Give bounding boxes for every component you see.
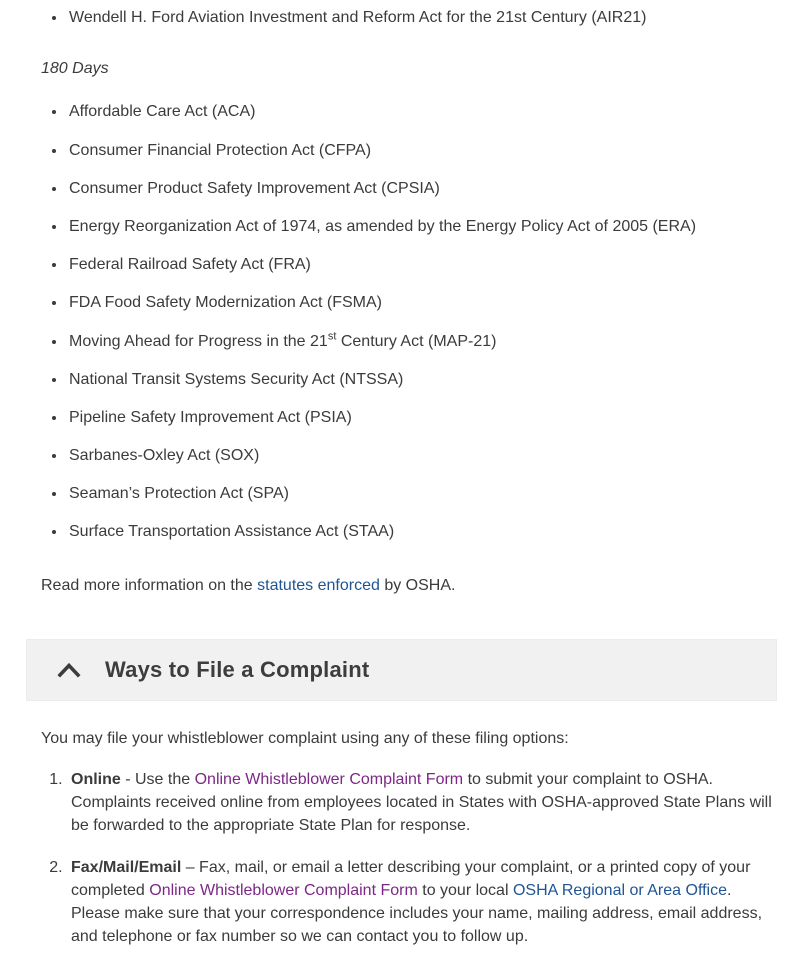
map21-text-post: Century Act (MAP-21) bbox=[336, 332, 497, 350]
deadline-heading-180-days: 180 Days bbox=[41, 60, 109, 78]
list-item: • Federal Railroad Safety Act (FRA) bbox=[67, 253, 777, 276]
option-text: – Fax, mail, or email a letter describing your complaint, or a printed copy of your completed bbox=[71, 858, 751, 899]
list-item: • Sarbanes-Oxley Act (SOX) bbox=[67, 444, 777, 467]
acts-180-days-list bbox=[41, 100, 777, 543]
air21-list bbox=[41, 6, 777, 29]
filing-option-fax-mail-email bbox=[67, 856, 777, 949]
option-text: . Please make sure that your correspondence includes your name, mailing address, email address, and telephone or fax number so we can contact you to follow up. bbox=[71, 881, 763, 946]
option-text: - Use the bbox=[120, 771, 195, 788]
option-text: to your local bbox=[417, 881, 513, 899]
list-item: • Wendell H. Ford Aviation Investment and Reform Act for the 21st Century (AIR21) bbox=[67, 6, 777, 29]
filing-option-online bbox=[67, 768, 777, 838]
list-item-map21 bbox=[67, 330, 777, 353]
option-text: to submit your complaint to OSHA. Complaints received online from employees located in States with OSHA-approved State Plans will be forwarded to the appropriate State Plan for response. bbox=[71, 771, 772, 835]
list-item: • Pipeline Safety Improvement Act (PSIA) bbox=[67, 406, 777, 429]
read-more-paragraph bbox=[41, 574, 777, 597]
osha-regional-area-office-link[interactable]: OSHA Regional or Area Office bbox=[512, 881, 727, 899]
list-item: • National Transit Systems Security Act (NTSSA) bbox=[67, 368, 777, 391]
statute-lists-section bbox=[41, 6, 777, 597]
option-label: Fax/Mail/Email bbox=[71, 858, 182, 876]
accordion-ways-to-file-complaint[interactable] bbox=[26, 639, 777, 701]
filing-options-section bbox=[41, 727, 777, 949]
read-more-prefix: Read more information on the bbox=[41, 576, 258, 594]
chevron-up-icon bbox=[57, 662, 81, 678]
filing-options-list bbox=[41, 768, 777, 948]
option-label: Online bbox=[71, 771, 121, 788]
list-item: • Affordable Care Act (ACA) bbox=[67, 100, 777, 123]
list-item: • Energy Reorganization Act of 1974, as amended by the Energy Policy Act of 2005 (ERA) bbox=[67, 215, 777, 238]
list-item: • FDA Food Safety Modernization Act (FSMA) bbox=[67, 291, 777, 314]
online-complaint-form-link[interactable]: Online Whistleblower Complaint Form bbox=[149, 881, 418, 899]
read-more-suffix: by OSHA. bbox=[379, 576, 456, 594]
list-item: • Consumer Financial Protection Act (CFPA) bbox=[67, 139, 777, 162]
accordion-title: Ways to File a Complaint bbox=[105, 656, 370, 682]
filing-intro: You may file your whistleblower complaint using any of these filing options: bbox=[41, 729, 569, 747]
statutes-enforced-link[interactable]: statutes enforced bbox=[257, 576, 380, 594]
list-item: • Seaman’s Protection Act (SPA) bbox=[67, 482, 777, 505]
list-item: • Consumer Product Safety Improvement Act (CPSIA) bbox=[67, 177, 777, 200]
map21-superscript: st bbox=[327, 330, 337, 343]
online-complaint-form-link[interactable]: Online Whistleblower Complaint Form bbox=[194, 771, 464, 788]
list-item: • Surface Transportation Assistance Act (STAA) bbox=[67, 520, 777, 543]
map21-text-pre: Moving Ahead for Progress in the 21 bbox=[69, 332, 328, 350]
